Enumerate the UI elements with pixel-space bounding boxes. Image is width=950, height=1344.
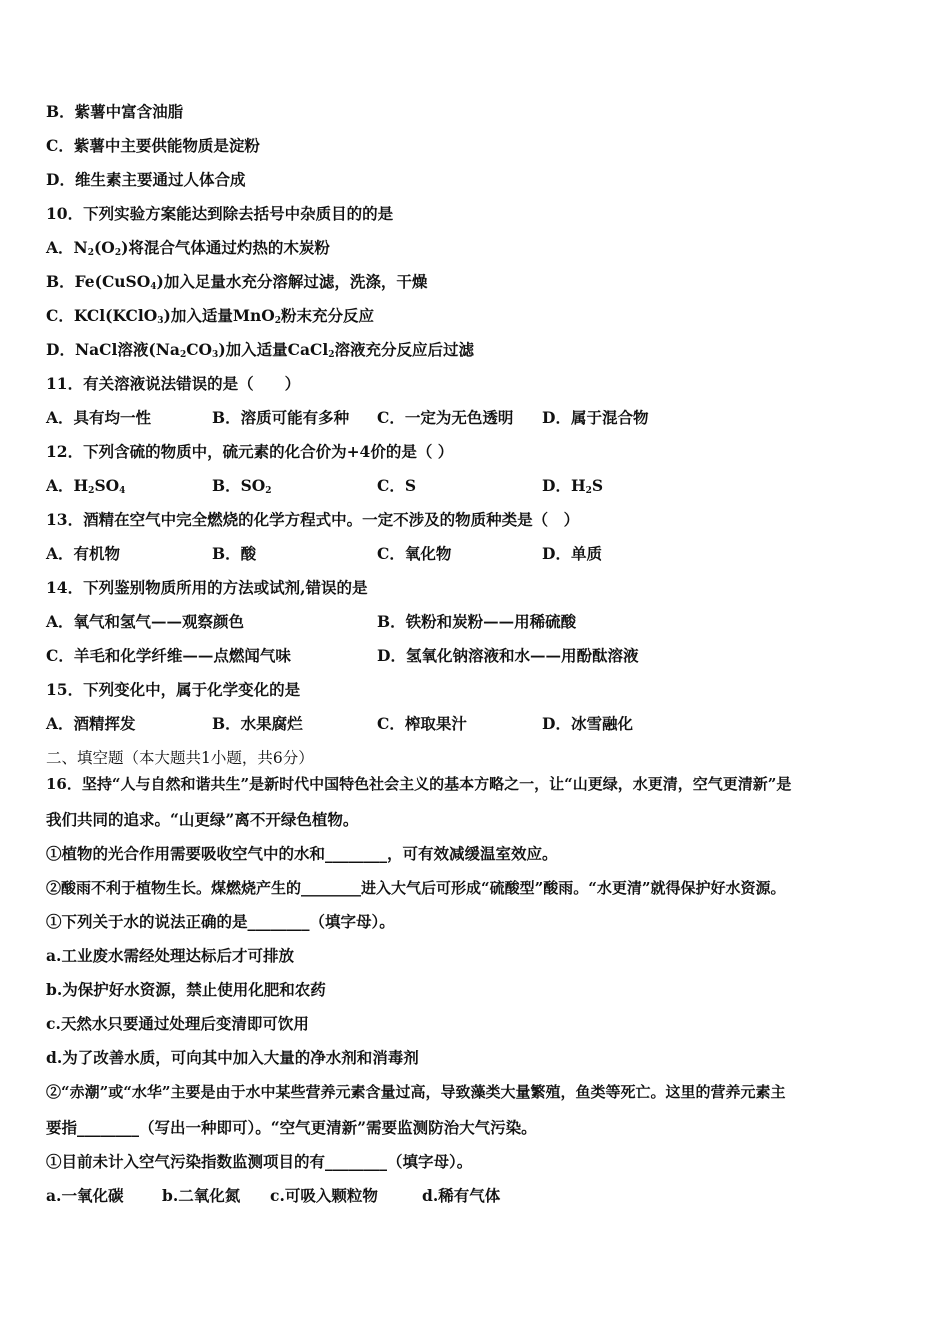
- q12-option-b: B．$SO_2$: [212, 476, 272, 496]
- q12-option-d: D．$H_2S$: [542, 476, 604, 496]
- q13-option-b: B．酸: [212, 544, 257, 563]
- q11-stem: 11．有关溶液说法错误的是（ ）: [46, 374, 301, 393]
- q10-option-c: C．KCl(KClO$_3$)加入适量MnO$_2$粉末充分反应: [46, 306, 375, 326]
- q16-air-option-b: b.二氧化氮: [162, 1186, 241, 1205]
- q10-stem: 10．下列实验方案能达到除去括号中杂质目的的是: [46, 204, 394, 223]
- q16-part1: ①植物的光合作用需要吸收空气中的水和________，可有效减缓温室效应。: [46, 844, 558, 863]
- q10-option-a: A．$N_2(O_2)$将混合气体通过灼热的木炭粉: [46, 238, 330, 258]
- q16-stem-line1: 16．坚持“人与自然和谐共生”是新时代中国特色社会主义的基本方略之一，让“山更绿，水更清，空气更清新”是: [46, 775, 792, 793]
- q14-option-d: D．氢氧化钠溶液和水——用酚酞溶液: [377, 646, 639, 665]
- q14-option-b: B．铁粉和炭粉——用稀硫酸: [377, 612, 577, 631]
- q14-option-a: A．氧气和氢气——观察颜色: [46, 612, 245, 631]
- q16-water-option-a: a.工业废水需经处理达标后才可排放: [46, 946, 294, 965]
- q15-option-d: D．冰雪融化: [542, 714, 633, 733]
- q9-option-d: D．维生素主要通过人体合成: [46, 170, 246, 189]
- q13-stem: 13．酒精在空气中完全燃烧的化学方程式中。一定不涉及的物质种类是（ ）: [46, 510, 580, 529]
- q10-option-b: B．Fe(CuSO$_4$)加入足量水充分溶解过滤，洗涤，干燥: [46, 272, 428, 292]
- q16-water-question: ①下列关于水的说法正确的是________（填字母）。: [46, 912, 395, 931]
- q15-option-c: C．榨取果汁: [377, 714, 467, 733]
- q16-stem-line2: 我们共同的追求。“山更绿”离不开绿色植物。: [46, 810, 359, 829]
- q13-option-c: C．氧化物: [377, 544, 452, 563]
- q11-option-d: D．属于混合物: [542, 408, 649, 427]
- q12-stem: 12．下列含硫的物质中，硫元素的化合价为+4价的是（ ）: [46, 442, 454, 461]
- q14-stem: 14．下列鉴别物质所用的方法或试剂,错误的是: [46, 578, 368, 597]
- section-2-heading: 二、填空题（本大题共1小题，共6分）: [46, 749, 314, 767]
- q15-stem: 15．下列变化中，属于化学变化的是: [46, 680, 301, 699]
- q12-option-a: A．$H_2SO_4$: [46, 476, 126, 496]
- q16-red-tide-line2: 要指________（写出一种即可）。“空气更清新”需要监测防治大气污染。: [46, 1118, 537, 1137]
- q16-water-option-c: c.天然水只要通过处理后变清即可饮用: [46, 1014, 309, 1033]
- q15-option-a: A．酒精挥发: [46, 714, 136, 733]
- q9-option-c: C．紫薯中主要供能物质是淀粉: [46, 136, 260, 155]
- q16-part2: ②酸雨不利于植物生长。煤燃烧产生的________进入大气后可形成“硫酸型”酸雨。“水更清”就得保护好水资源。: [46, 879, 786, 897]
- q16-air-option-d: d.稀有气体: [422, 1186, 501, 1205]
- q11-option-a: A．具有均一性: [46, 408, 152, 427]
- q16-red-tide-line1: ②“赤潮”或“水华”主要是由于水中某些营养元素含量过高，导致藻类大量繁殖，鱼类等死亡。这里的营养元素主: [46, 1083, 786, 1101]
- q10-option-d: D．NaCl溶液$(Na_2CO_3)$加入适量CaCl$_2$溶液充分反应后过滤: [46, 340, 475, 360]
- q16-air-option-c: c.可吸入颗粒物: [270, 1186, 378, 1205]
- q14-option-c: C．羊毛和化学纤维——点燃闻气味: [46, 646, 291, 665]
- q16-water-option-b: b.为保护好水资源，禁止使用化肥和农药: [46, 980, 326, 999]
- q13-option-a: A．有机物: [46, 544, 121, 563]
- q16-water-option-d: d.为了改善水质，可向其中加入大量的净水剂和消毒剂: [46, 1048, 419, 1067]
- q12-option-c: C．S: [377, 476, 417, 495]
- q11-option-b: B．溶质可能有多种: [212, 408, 350, 427]
- q15-option-b: B．水果腐烂: [212, 714, 303, 733]
- q13-option-d: D．单质: [542, 544, 602, 563]
- q11-option-c: C．一定为无色透明: [377, 408, 514, 427]
- q16-air-option-a: a.一氧化碳: [46, 1186, 124, 1205]
- q16-air-question: ①目前未计入空气污染指数监测项目的有________（填字母）。: [46, 1152, 473, 1171]
- q9-option-b: B．紫薯中富含油脂: [46, 102, 184, 121]
